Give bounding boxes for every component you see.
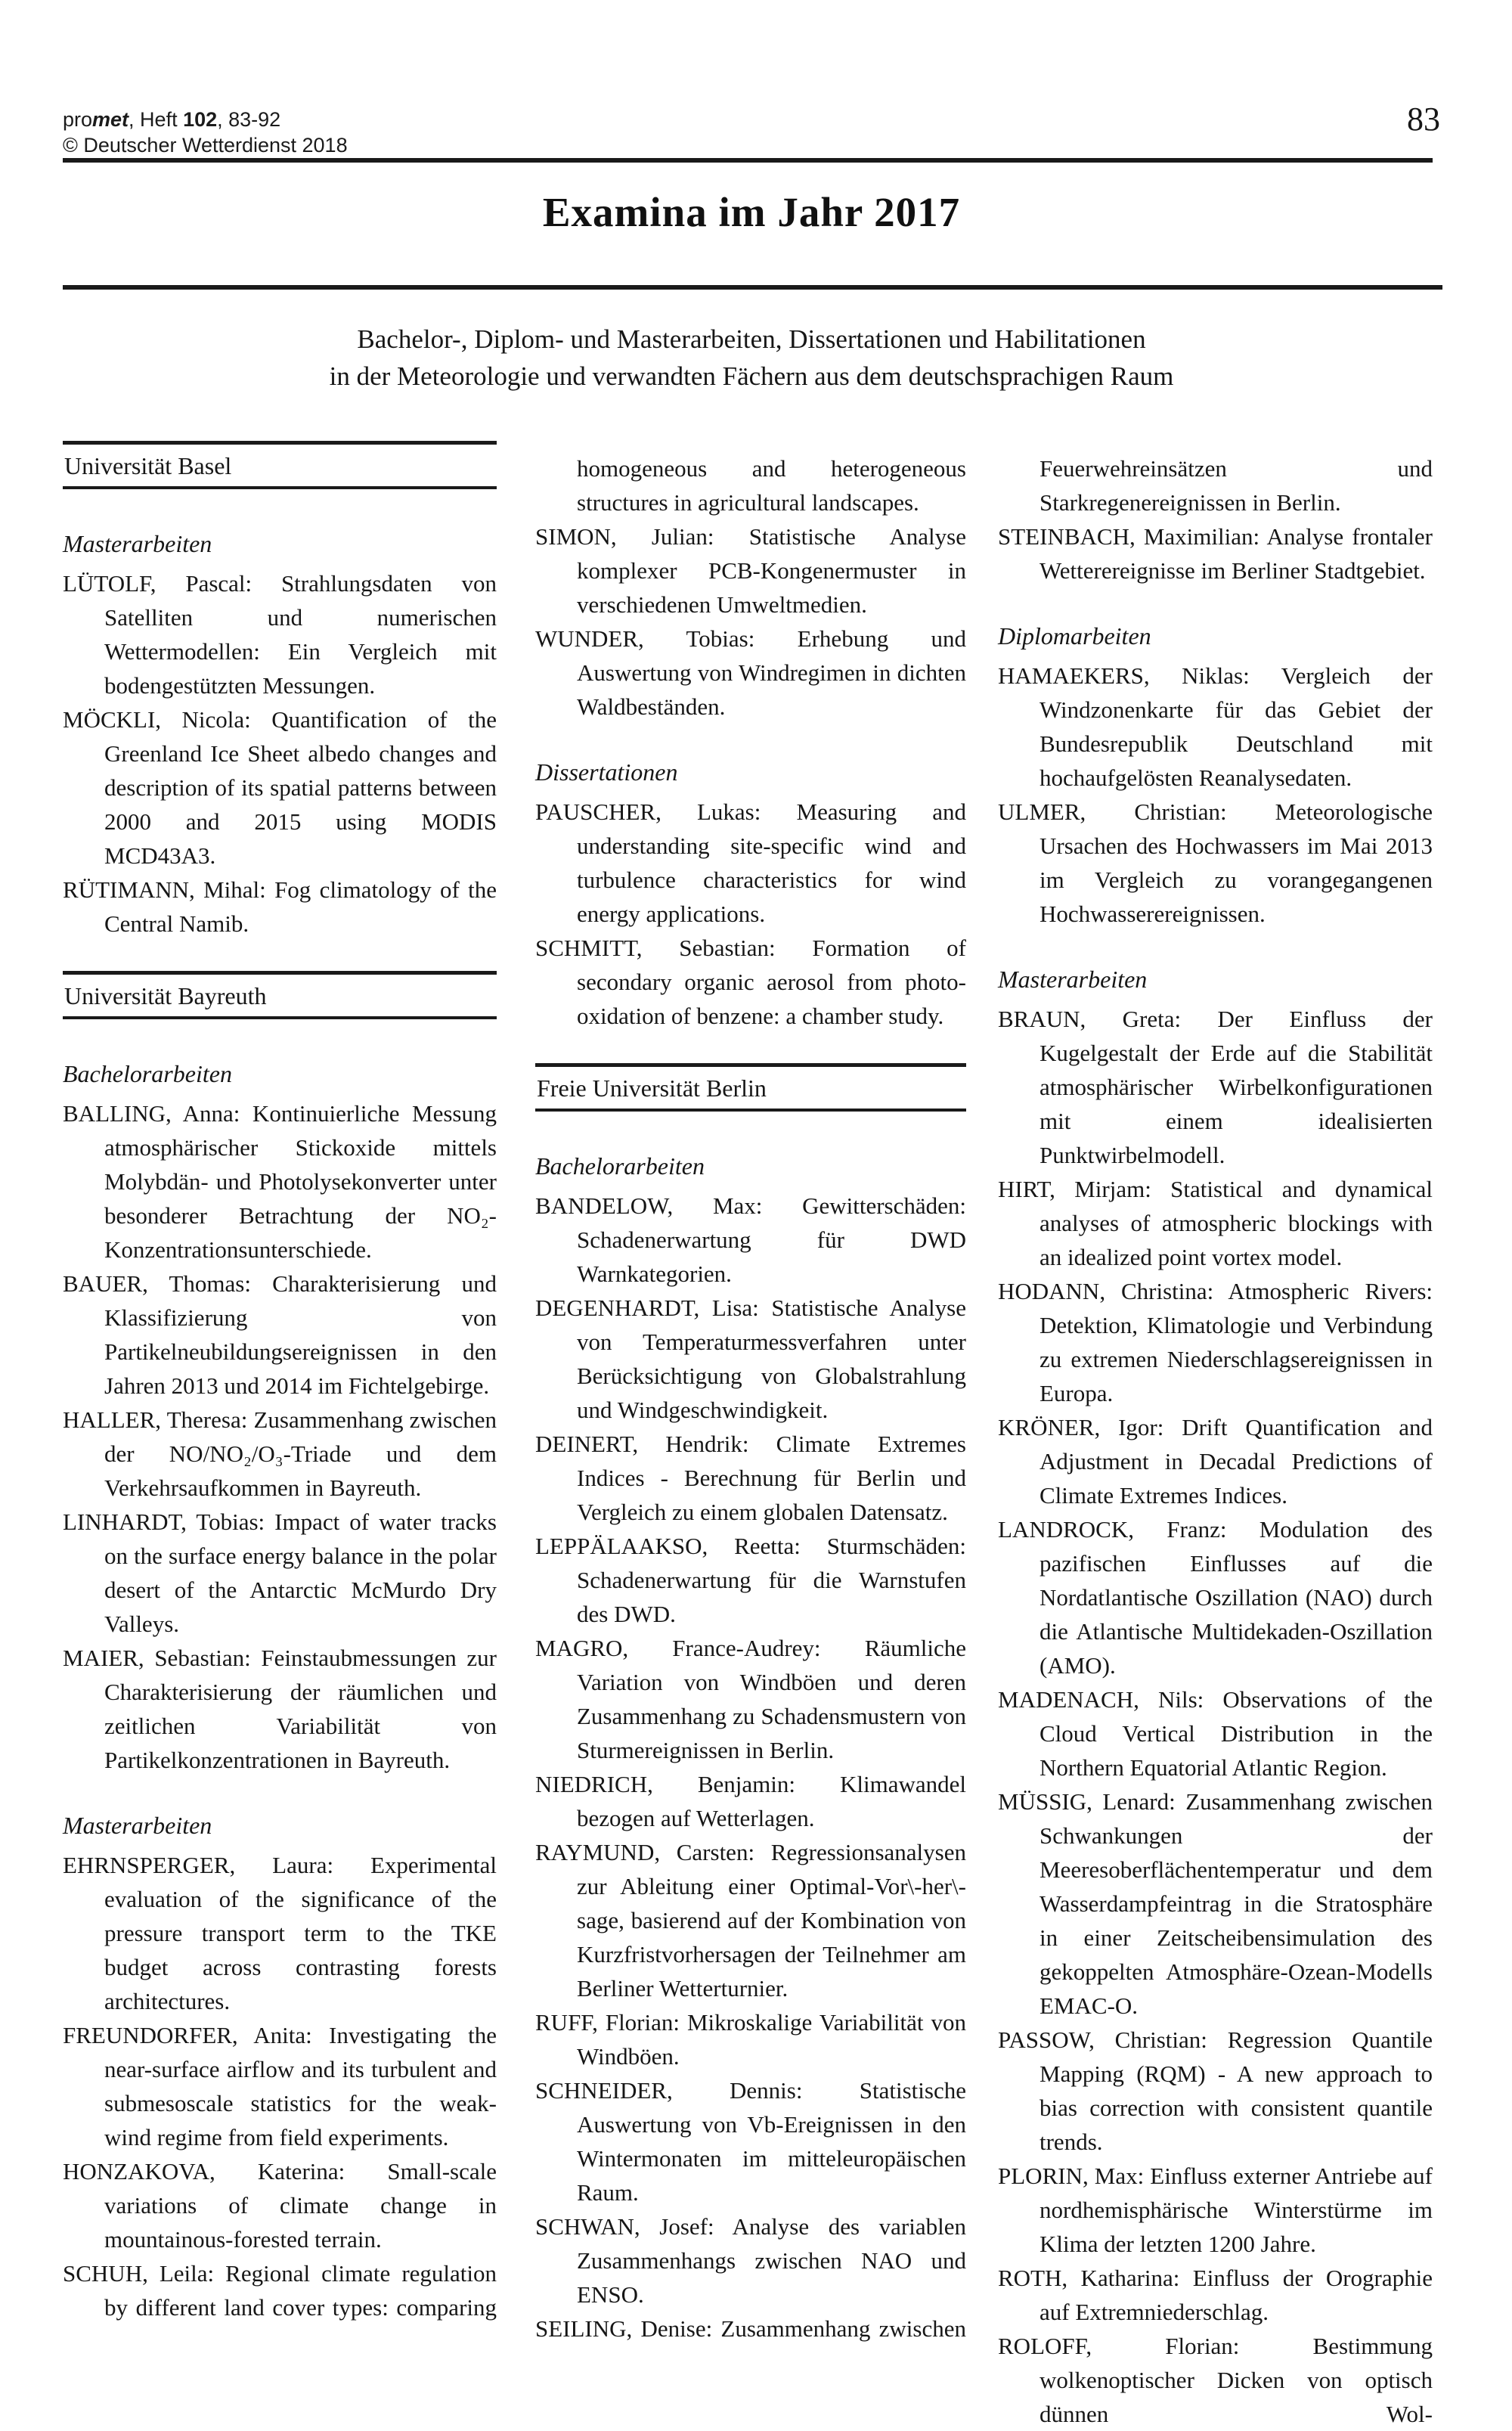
thesis-entry: LANDROCK, Franz: Modulation des pazifischen Einflusses auf die Nordatlantische Oszillation (NAO) durch die Atlantische Multidekaden-Oszillation (AMO).: [998, 1516, 1433, 1679]
university-section-header: Universität Basel: [63, 441, 497, 489]
journal-page-range: , 83-92: [217, 108, 281, 131]
thesis-entry: BRAUN, Greta: Der Einfluss der Kugelgestalt der Erde auf die Stabilität atmosphärischer Wirbelkonfigurationen mit einem idealisierten Punktwirbelmodell.: [998, 1006, 1433, 1168]
text-column-2: [535, 451, 966, 2346]
thesis-entry: PAUSCHER, Lukas: Measuring and understanding site-specific wind and turbulence characteristics for wind energy applications.: [535, 798, 966, 927]
journal-brand-emphasis: met: [92, 108, 129, 131]
thesis-entry: ROTH, Katharina: Einfluss der Orographie auf Extremniederschlag.: [998, 2265, 1433, 2325]
page-title: Examina im Jahr 2017: [542, 189, 961, 235]
thesis-entry: DEGENHARDT, Lisa: Statistische Analyse von Temperaturmessverfahren unter Berücksichtigung von Globalstrahlung und Windgeschwindigkeit.: [535, 1295, 966, 1423]
thesis-entry-continuation: Feuerwehreinsätzen und Starkregenereignissen in Berlin.: [1040, 455, 1433, 516]
thesis-entry: SCHNEIDER, Dennis: Statistische Auswertung von Vb-Ereignissen in den Wintermonaten im mitteleuropäischen Raum.: [535, 2077, 966, 2206]
thesis-entry: BANDELOW, Max: Gewitterschäden: Schadenerwartung für DWD Warnkategorien.: [535, 1192, 966, 1287]
thesis-entry: RAYMUND, Carsten: Regressionsanalysen zur Ableitung einer Optimal-Vor\-her\-sage, basierend auf der Kombination von Kurzfristvorhersagen der Teilnehmer am Berliner Wetterturnier.: [535, 1839, 966, 2002]
thesis-entry: HALLER, Theresa: Zusammenhang zwischen der NO/NO₂/O₃-Triade und dem Verkehrsaufkommen in Bayreuth.: [63, 1406, 497, 1501]
thesis-type-label: Diplomarbeiten: [998, 622, 1151, 650]
thesis-entry: MÜSSIG, Lenard: Zusammenhang zwischen Schwankungen der Meeresoberflächentemperatur und dem Wasserdampfeintrag in die Stratosphäre in einer Zeitscheibensimulation des gekoppelten Atmosphäre-Ozean-Modells EMAC-O.: [998, 1788, 1433, 2019]
thesis-entry: BAUER, Thomas: Charakterisierung und Klassifizierung von Partikelneubildungsereignissen in den Jahren 2013 und 2014 im Fichtelgebirge.: [63, 1270, 497, 1399]
journal-reference: [63, 107, 348, 158]
university-section-header: Freie Universität Berlin: [535, 1063, 966, 1112]
thesis-entry: PASSOW, Christian: Regression Quantile Mapping (RQM) - A new approach to bias correction with consistent quantile trends.: [998, 2026, 1433, 2155]
page-number: 83: [1407, 101, 1440, 138]
thesis-entry: RÜTIMANN, Mihal: Fog climatology of the Central Namib.: [63, 876, 497, 937]
journal-brand: pro: [63, 108, 93, 131]
thesis-type-label: Masterarbeiten: [63, 1812, 212, 1839]
thesis-entry: HONZAKOVA, Katerina: Small-scale variations of climate change in mountainous-forested terrain.: [63, 2158, 497, 2253]
page-subtitle: [63, 321, 1440, 395]
thesis-type-label: Bachelorarbeiten: [63, 1060, 232, 1087]
journal-issue-number: 102: [183, 108, 218, 131]
thesis-entry: RUFF, Florian: Mikroskalige Variabilität von Windböen.: [535, 2009, 966, 2070]
thesis-type-label: Bachelorarbeiten: [535, 1152, 705, 1180]
thesis-entry: KRÖNER, Igor: Drift Quantification and Adjustment in Decadal Predictions of Climate Extremes Indices.: [998, 1414, 1433, 1509]
thesis-entry: LEPPÄLAAKSO, Reetta: Sturmschäden: Schadenerwartung für die Warnstufen des DWD.: [535, 1533, 966, 1627]
subtitle-line-2: in der Meteorologie und verwandten Fächern aus dem deutschsprachigen Raum: [329, 361, 1174, 391]
thesis-entry: PLORIN, Max: Einfluss externer Antriebe auf nordhemisphärische Winterstürme im Klima der letzten 1200 Jahre.: [998, 2163, 1433, 2257]
thesis-entry: EHRNSPERGER, Laura: Experimental evaluation of the significance of the pressure transport term to the TKE budget across contrasting forests architectures.: [63, 1852, 497, 2014]
thesis-type-label: Masterarbeiten: [998, 966, 1148, 993]
subtitle-line-1: Bachelor-, Diplom- und Masterarbeiten, Dissertationen und Habilitationen: [357, 324, 1146, 354]
thesis-entry: NIEDRICH, Benjamin: Klimawandel bezogen auf Wetterlagen.: [535, 1771, 966, 1831]
thesis-entry: BALLING, Anna: Kontinuierliche Messung atmosphärischer Stickoxide mittels Molybdän- und Photolysekonverter unter besonderer Betrachtung der NO₂-Konzentrationsunterschiede.: [63, 1100, 497, 1263]
thesis-entry-continuation: homogeneous and heterogeneous structures in agricultural landscapes.: [577, 455, 966, 516]
journal-issue-label: , Heft: [129, 108, 184, 131]
thesis-entry: SCHMITT, Sebastian: Formation of secondary organic aerosol from photo-oxidation of benzene: a chamber study.: [535, 935, 966, 1029]
thesis-entry: LÜTOLF, Pascal: Strahlungsdaten von Satelliten und numerischen Wettermodellen: Ein Vergleich mit bodengestützten Messungen.: [63, 570, 497, 699]
thesis-entry: MAGRO, France-Audrey: Räumliche Variation von Windböen und deren Zusammenhang zu Schadensmustern von Sturmereignissen in Berlin.: [535, 1635, 966, 1763]
text-column-1: [63, 441, 497, 2324]
thesis-entry: ROLOFF, Florian: Bestimmung wolkenoptischer Dicken von optisch dünnen Wol-: [998, 2333, 1433, 2427]
thesis-entry: MÖCKLI, Nicola: Quantification of the Greenland Ice Sheet albedo changes and description of its spatial patterns between 2000 and 2015 using MODIS MCD43A3.: [63, 706, 497, 869]
thesis-entry: HODANN, Christina: Atmospheric Rivers: Detektion, Klimatologie und Verbindung zu extremen Niederschlagsereignissen in Europa.: [998, 1278, 1433, 1406]
thesis-entry: SCHWAN, Josef: Analyse des variablen Zusammenhangs zwischen NAO und ENSO.: [535, 2213, 966, 2308]
thesis-entry: SEILING, Denise: Zusammenhang zwischen: [535, 2315, 966, 2342]
text-column-3: [998, 451, 1433, 2431]
thesis-entry: WUNDER, Tobias: Erhebung und Auswertung von Windregimen in dichten Waldbeständen.: [535, 625, 966, 720]
thesis-entry: MAIER, Sebastian: Feinstaubmessungen zur Charakterisierung der räumlichen und zeitlichen Variabilität von Partikelkonzentrationen in Bayreuth.: [63, 1645, 497, 1773]
title-divider-rule: [63, 285, 1442, 290]
thesis-entry: ULMER, Christian: Meteorologische Ursachen des Hochwassers im Mai 2013 im Vergleich zu vorangegangenen Hochwasserereignissen.: [998, 798, 1433, 927]
thesis-entry: FREUNDORFER, Anita: Investigating the near-surface airflow and its turbulent and submesoscale statistics for the weak-wind regime from field experiments.: [63, 2022, 497, 2150]
thesis-type-label: Dissertationen: [535, 758, 678, 786]
thesis-type-label: Masterarbeiten: [63, 530, 212, 557]
header-divider-rule: [63, 158, 1433, 163]
university-section-header: Universität Bayreuth: [63, 971, 497, 1019]
thesis-entry: HIRT, Mirjam: Statistical and dynamical analyses of atmospheric blockings with an idealized point vortex model.: [998, 1176, 1433, 1270]
journal-issue-line: [63, 107, 348, 132]
thesis-entry: SCHUH, Leila: Regional climate regulation by different land cover types: comparing: [63, 2260, 497, 2321]
thesis-entry: MADENACH, Nils: Observations of the Cloud Vertical Distribution in the Northern Equatorial Atlantic Region.: [998, 1686, 1433, 1781]
thesis-entry: HAMAEKERS, Niklas: Vergleich der Windzonenkarte für das Gebiet der Bundesrepublik Deutschland mit hochaufgelösten Reanalysedaten.: [998, 662, 1433, 791]
thesis-entry: SIMON, Julian: Statistische Analyse komplexer PCB-Kongenermuster in verschiedenen Umweltmedien.: [535, 523, 966, 618]
thesis-entry: STEINBACH, Maximilian: Analyse frontaler Wetterereignisse im Berliner Stadtgebiet.: [998, 523, 1433, 584]
thesis-entry: DEINERT, Hendrik: Climate Extremes Indices - Berechnung für Berlin und Vergleich zu einem globalen Datensatz.: [535, 1431, 966, 1525]
thesis-entry: LINHARDT, Tobias: Impact of water tracks on the surface energy balance in the polar desert of the Antarctic McMurdo Dry Valleys.: [63, 1509, 497, 1637]
copyright-line: © Deutscher Wetterdienst 2018: [63, 134, 348, 157]
